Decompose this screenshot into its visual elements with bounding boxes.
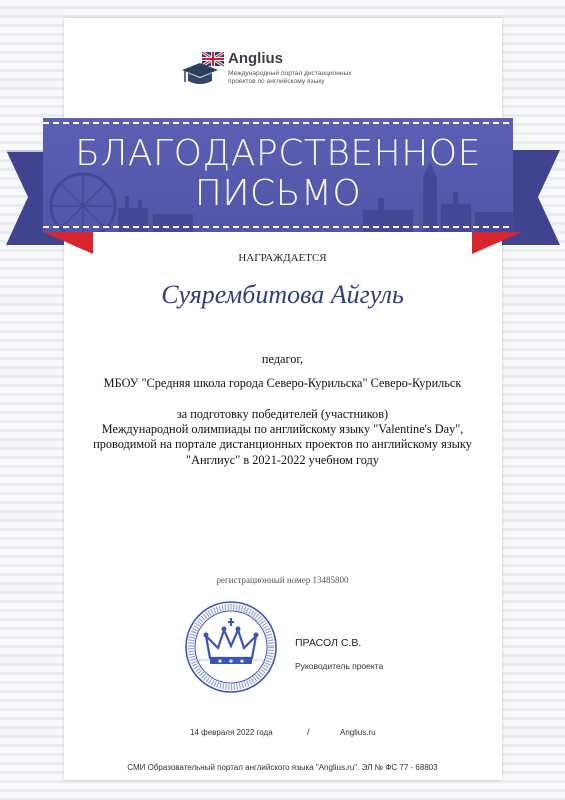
- certificate-title: [43, 134, 513, 214]
- date-site-separator: /: [307, 727, 310, 737]
- title-line-2: ПИСЬМО: [194, 173, 362, 214]
- reason-line-1: за подготовку победителей (участников): [176, 407, 389, 421]
- graduation-cap-flag-icon: [180, 50, 226, 92]
- signer-role: Руководитель проекта: [295, 661, 384, 671]
- issue-date: 14 февраля 2022 года: [190, 728, 273, 737]
- recipient-position: педагог,: [261, 352, 304, 366]
- reason-line-2: Международной олимпиады по английскому языку "Valentine's Day",: [101, 422, 464, 436]
- awarded-label: НАГРАЖДАЕТСЯ: [238, 252, 327, 264]
- logo-brand: Anglius: [228, 50, 283, 67]
- logo-subtitle: Международный портал дистанционных проектов по английскому языку: [228, 70, 352, 85]
- registration-number: регистрационный номер 13485800: [216, 575, 349, 585]
- title-line-1: БЛАГОДАРСТВЕННОЕ: [75, 133, 481, 174]
- crown-seal-icon: [184, 600, 278, 694]
- banner-stitch-bottom: [43, 226, 513, 228]
- recipient-organization: МБОУ "Средняя школа города Северо-Курильска" Северо-Курильск: [103, 376, 462, 390]
- signer-name: ПРАСОЛ С.В.: [295, 637, 362, 649]
- title-banner: [43, 118, 513, 232]
- recipient-name: Суярембитова Айгуль: [161, 280, 404, 309]
- reason-line-4: "Англиус" в 2021-2022 учебном году: [186, 453, 379, 467]
- anglius-logo: [180, 50, 380, 92]
- banner-stitch-top: [43, 122, 513, 124]
- footer-registration-note: СМИ Образовательный портал английского языка "Anglius.ru". ЭЛ № ФС 77 - 68803: [127, 763, 438, 772]
- reason-line-3: проводимой на портале дистанционных проектов по английскому языку: [93, 437, 472, 451]
- site-name: Anglius.ru: [340, 728, 376, 737]
